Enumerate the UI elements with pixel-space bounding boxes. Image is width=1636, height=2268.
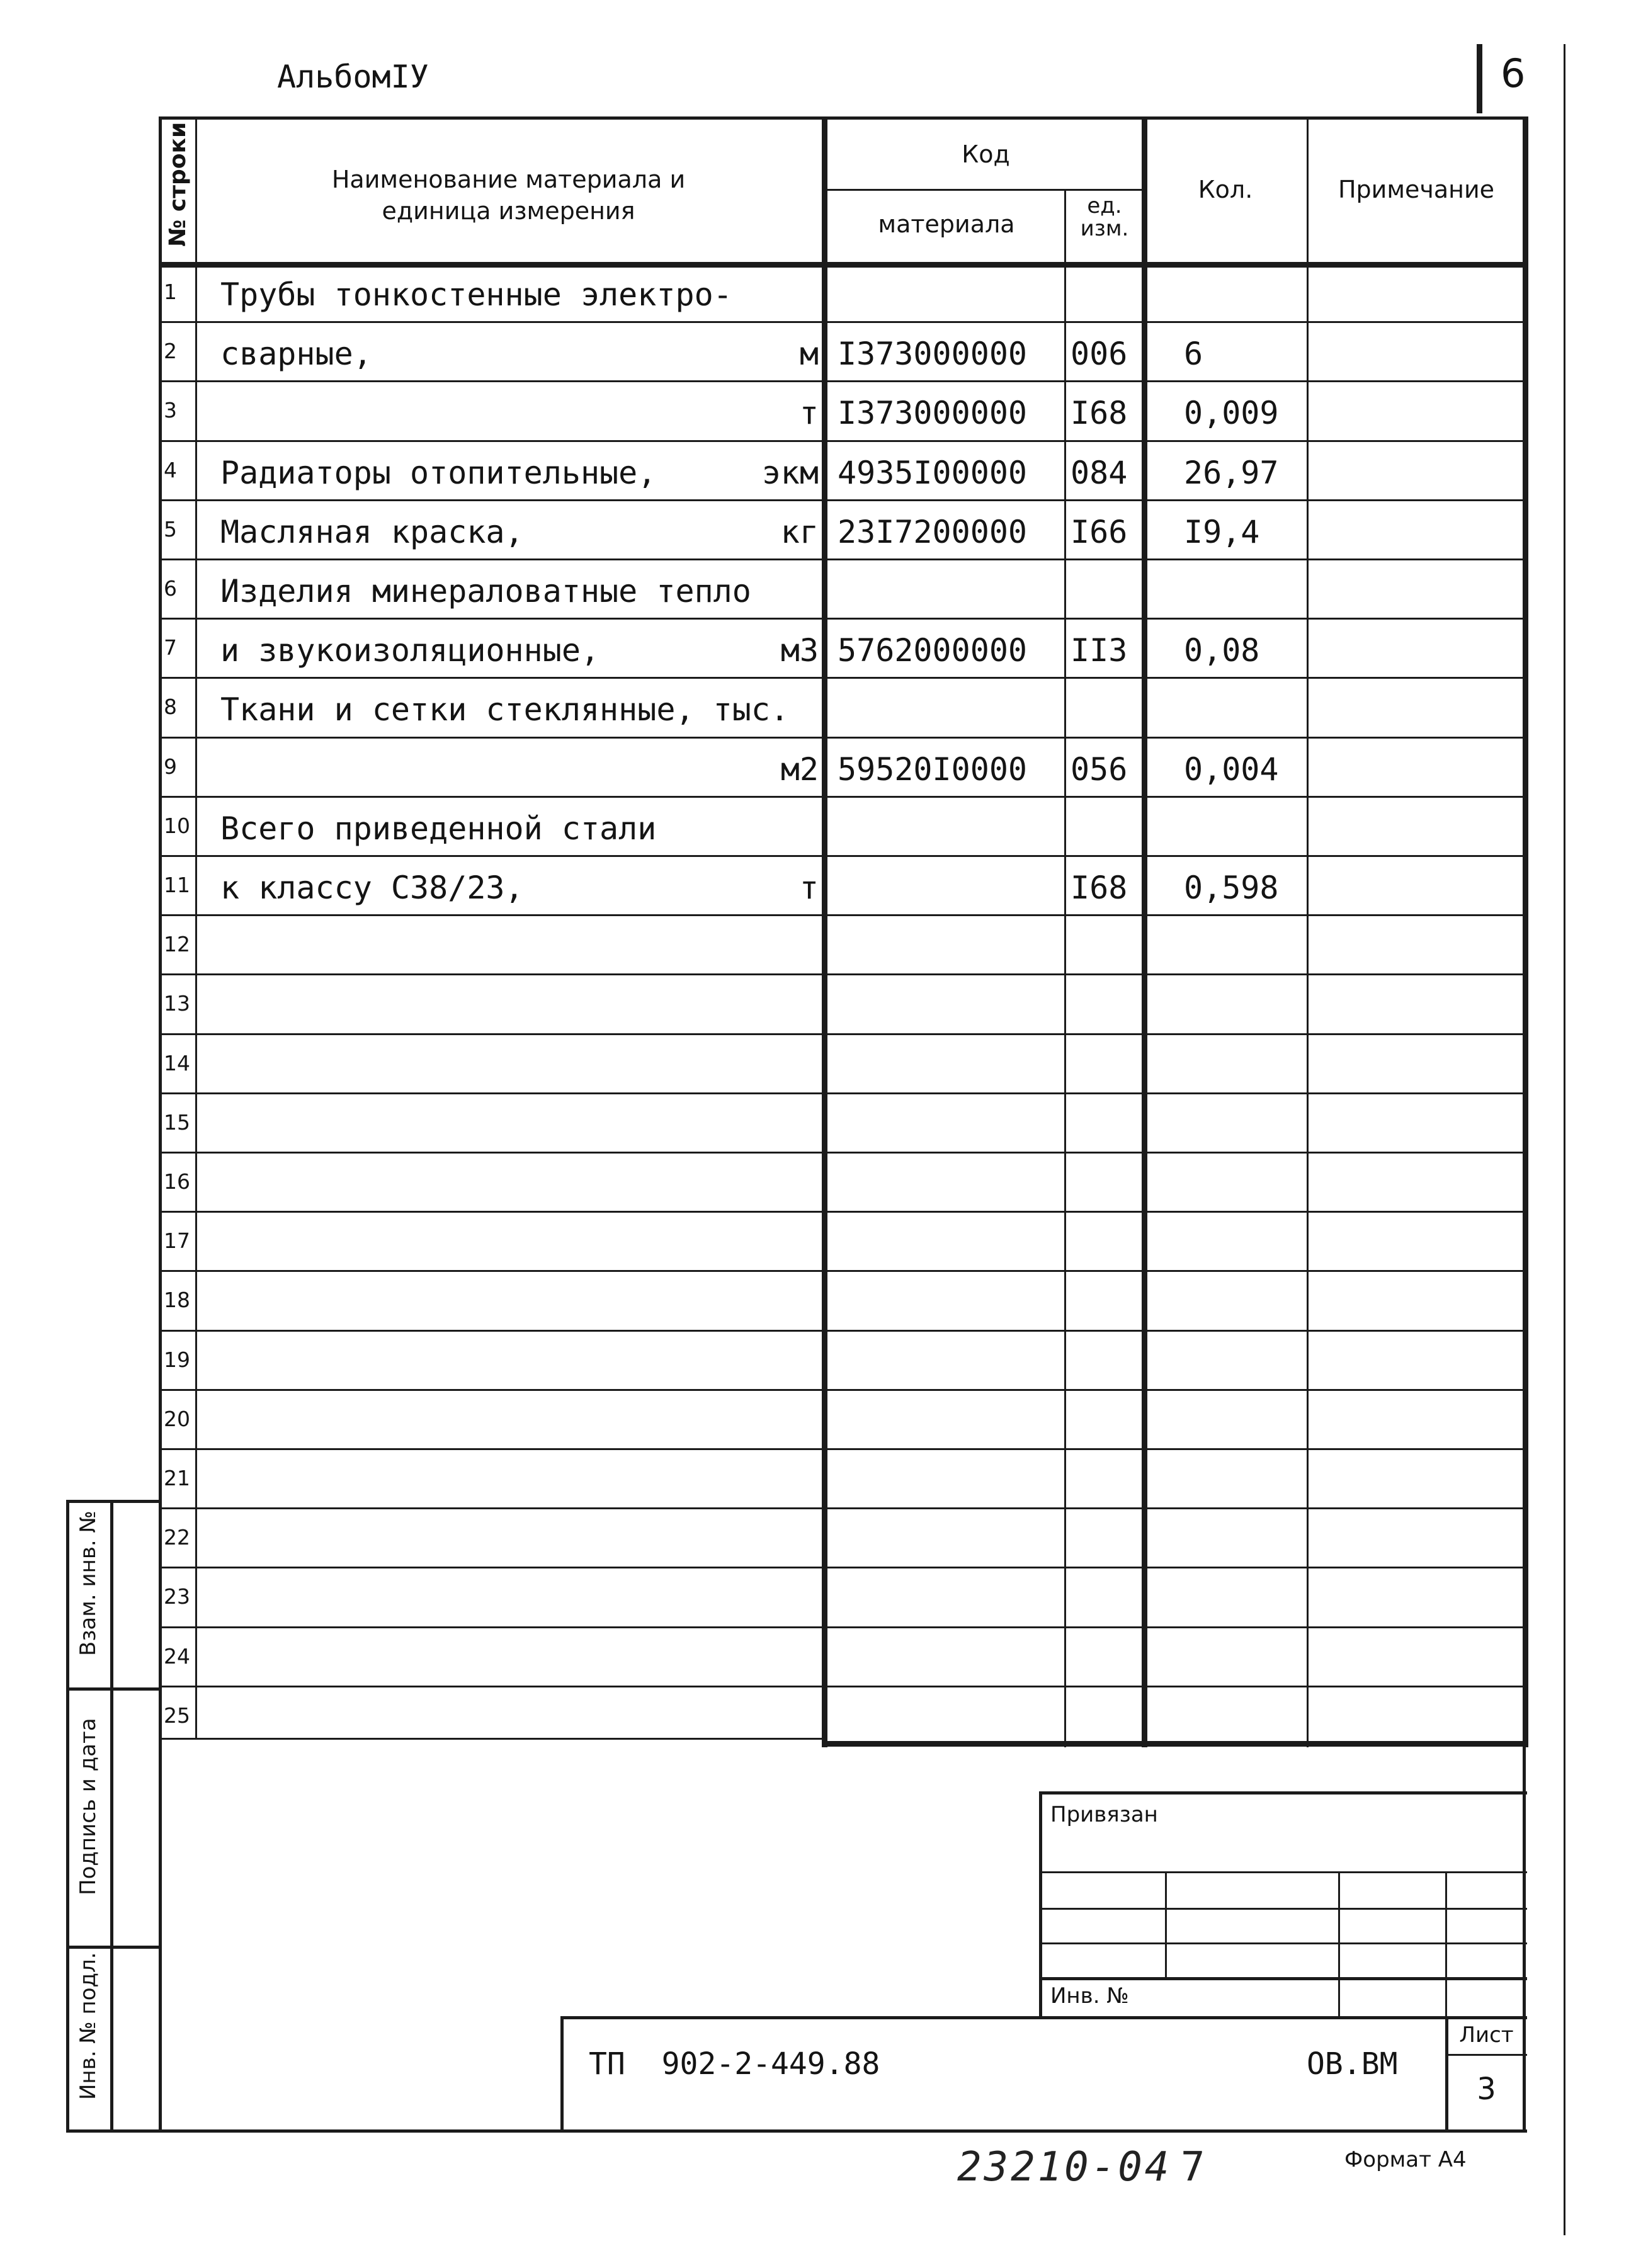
row-number: 10 xyxy=(164,813,190,838)
table-left-border xyxy=(159,116,162,1738)
row-divider xyxy=(159,499,1525,501)
unit-code: 056 xyxy=(1071,751,1128,788)
row-number: 4 xyxy=(164,457,177,482)
material-code-header: материала xyxy=(878,210,1015,238)
material-name: Трубы тонкостенные электро- xyxy=(220,276,732,313)
handwritten-number: 23210-04 xyxy=(957,2144,1172,2191)
stamp-div1 xyxy=(66,1687,161,1691)
stamp-podpis-data: Подпись и дата xyxy=(76,1718,101,1895)
row-divider xyxy=(159,677,1525,679)
row-number: 15 xyxy=(164,1109,190,1135)
unit-of-measure: м xyxy=(799,336,819,373)
stamp-div2 xyxy=(66,1946,161,1949)
name-header-line2: единица измерения xyxy=(382,197,635,225)
rows-bottom-border xyxy=(159,1738,826,1740)
row-number: 20 xyxy=(164,1406,190,1431)
sheet-label: Лист xyxy=(1459,2022,1514,2048)
sheet-cell-divider xyxy=(1445,2054,1527,2056)
header-bottom-border xyxy=(159,262,1528,268)
material-name: Радиаторы отопительные, xyxy=(220,454,657,491)
row-number: 22 xyxy=(164,1525,190,1550)
quantity: 0,598 xyxy=(1184,870,1279,906)
stamp-inner-left xyxy=(110,1500,113,2133)
row-number: 11 xyxy=(164,873,190,897)
quantity: I9,4 xyxy=(1184,513,1260,550)
tb-grid-line1 xyxy=(1039,1871,1527,1873)
row-divider xyxy=(159,321,1525,323)
tb-grid-line4 xyxy=(1039,1977,1527,1980)
row-divider xyxy=(159,380,1525,382)
row-divider xyxy=(159,618,1525,620)
qty-col-border xyxy=(1142,116,1147,1747)
row-number: 3 xyxy=(164,398,177,423)
row-divider xyxy=(159,1092,1525,1094)
row-number: 14 xyxy=(164,1050,190,1075)
stamp-top xyxy=(66,1500,161,1503)
unit-of-measure: экм xyxy=(761,454,819,491)
tb-top xyxy=(1039,1791,1527,1795)
row-divider xyxy=(159,1686,1525,1687)
right-margin-line xyxy=(1564,44,1565,2235)
unit-code: 006 xyxy=(1071,336,1128,373)
material-name: сварные, xyxy=(220,336,372,373)
data-block-bottom-border xyxy=(822,1741,1528,1747)
unit-of-measure: кг xyxy=(780,513,819,550)
row-divider xyxy=(159,1033,1525,1035)
material-name: Масляная краска, xyxy=(220,513,524,550)
row-number: 25 xyxy=(164,1703,190,1728)
material-code: I373000000 xyxy=(838,395,1028,432)
row-divider xyxy=(159,1211,1525,1213)
copy-number: 7 xyxy=(1181,2144,1205,2191)
code-header: Код xyxy=(962,140,1010,168)
unit-code: I66 xyxy=(1071,513,1128,550)
note-header: Примечание xyxy=(1338,176,1495,203)
stamp-outer-left xyxy=(66,1500,69,2133)
row-number: 6 xyxy=(164,576,177,601)
stamp-vzam-inv: Взам. инв. № xyxy=(76,1511,101,1656)
row-number: 13 xyxy=(164,991,190,1016)
qty-header: Кол. xyxy=(1198,176,1253,203)
page-number-divider xyxy=(1477,44,1482,113)
quantity: 0,08 xyxy=(1184,632,1260,669)
material-code: 59520I0000 xyxy=(838,751,1028,788)
unit-code-header-line1: ед. xyxy=(1087,193,1122,218)
material-code: 4935I00000 xyxy=(838,454,1028,491)
unit-code: I68 xyxy=(1071,395,1128,432)
designation-left xyxy=(560,2016,564,2133)
row-divider xyxy=(159,440,1525,442)
row-number-header: № строки xyxy=(165,122,191,247)
designation-top xyxy=(560,2016,1527,2019)
row-divider xyxy=(159,855,1525,857)
row-divider xyxy=(159,914,1525,916)
row-divider xyxy=(159,1567,1525,1568)
table-top-border xyxy=(159,116,1528,120)
row-number: 23 xyxy=(164,1584,190,1609)
row-divider xyxy=(159,1389,1525,1391)
code-col-border xyxy=(822,116,827,1747)
album-label: АльбомIУ xyxy=(277,59,429,95)
row-number: 24 xyxy=(164,1643,190,1669)
unit-code: I68 xyxy=(1071,870,1128,906)
row-number: 5 xyxy=(164,516,177,541)
unit-code: 084 xyxy=(1071,454,1128,491)
name-header-line1: Наименование материала и xyxy=(331,166,686,193)
row-divider xyxy=(159,737,1525,739)
row-number: 1 xyxy=(164,280,177,304)
quantity: 0,009 xyxy=(1184,395,1279,432)
row-divider xyxy=(159,1507,1525,1509)
note-col-border xyxy=(1307,116,1309,1747)
row-number: 9 xyxy=(164,754,177,779)
row-number: 16 xyxy=(164,1169,190,1194)
row-divider xyxy=(159,1152,1525,1154)
row-number: 12 xyxy=(164,932,190,957)
unit-code-header-line2: изм. xyxy=(1080,216,1129,241)
document-code: ОВ.ВМ xyxy=(1307,2046,1398,2082)
tb-grid-line3 xyxy=(1039,1942,1527,1944)
page-number: 6 xyxy=(1501,50,1526,96)
material-name: Ткани и сетки стеклянные, тыс. xyxy=(220,691,790,729)
material-name: Изделия минераловатные тепло xyxy=(220,573,751,610)
quantity: 26,97 xyxy=(1184,454,1279,491)
lower-frame-left xyxy=(159,1738,162,2133)
quantity: 0,004 xyxy=(1184,751,1279,788)
inv-no-label: Инв. № xyxy=(1050,1983,1129,2009)
stamp-bottom xyxy=(66,2129,1527,2133)
sheet-value: 3 xyxy=(1477,2072,1496,2107)
stamp-inv-podl: Инв. № подл. xyxy=(76,1952,101,2100)
tb-grid-v3 xyxy=(1445,1871,1447,2016)
row-number: 17 xyxy=(164,1228,190,1254)
row-divider xyxy=(159,1448,1525,1450)
tb-grid-v2 xyxy=(1338,1871,1340,2016)
material-code: I373000000 xyxy=(838,336,1028,373)
tb-grid-v1 xyxy=(1165,1871,1167,1977)
row-number: 19 xyxy=(164,1347,190,1372)
row-divider xyxy=(159,1626,1525,1628)
material-code: 23I7200000 xyxy=(838,513,1028,550)
unit-of-measure: т xyxy=(799,870,819,906)
tb-left xyxy=(1039,1791,1042,2018)
row-number: 18 xyxy=(164,1288,190,1313)
tb-grid-line2 xyxy=(1039,1908,1527,1910)
table-right-border xyxy=(1523,116,1528,1747)
unit-of-measure: т xyxy=(799,395,819,432)
row-divider xyxy=(159,1330,1525,1332)
designation-code: ТП 902-2-449.88 xyxy=(589,2046,880,2082)
row-number: 21 xyxy=(164,1466,190,1490)
privyazan-label: Привязан xyxy=(1050,1802,1158,1827)
row-number: 8 xyxy=(164,695,177,720)
row-divider xyxy=(159,973,1525,975)
material-name: и звукоизоляционные, xyxy=(220,632,600,669)
quantity: 6 xyxy=(1184,336,1203,373)
material-code: 5762000000 xyxy=(838,632,1028,669)
material-name: Всего приведенной стали xyxy=(220,810,657,847)
code-subheader-line xyxy=(827,189,1145,191)
unit-of-measure: м3 xyxy=(780,632,819,669)
row-number: 2 xyxy=(164,339,177,364)
row-divider xyxy=(159,1270,1525,1272)
unitcode-col-border xyxy=(1064,189,1066,1747)
row-number: 7 xyxy=(164,635,177,661)
material-name: к классу С38/23, xyxy=(220,870,524,906)
row-divider xyxy=(159,558,1525,560)
row-divider xyxy=(159,796,1525,798)
unit-code: II3 xyxy=(1071,632,1128,669)
format-label: Формат А4 xyxy=(1344,2147,1467,2172)
unit-of-measure: м2 xyxy=(780,751,819,788)
